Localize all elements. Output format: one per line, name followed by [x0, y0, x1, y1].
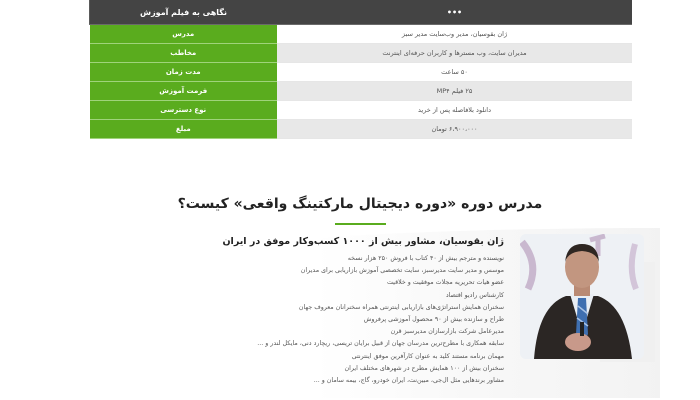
table-cell-label: نوع دسترسی [90, 101, 278, 120]
table-row-price [90, 120, 633, 139]
bio-item: مهمان برنامه مستند کلید به عنوان کارآفرین موفق اینترنتی [351, 352, 504, 360]
table-cell-label: مخاطب [90, 44, 278, 63]
bio-item: طراح و سازنده بیش از ۹۰ محصول آموزشی پرفروش [363, 316, 504, 324]
table-cell-value: مدیران سایت، وب مسترها و کاربران حرفه‌ای اینترنت [277, 44, 632, 63]
table-header-row [90, 0, 633, 25]
table-cell-label: مدت زمان [90, 63, 278, 82]
table-cell-label: مبلغ [90, 120, 278, 139]
bio-item: مدیرعامل شرکت بازارسازان مدیرسبز قرن [390, 328, 504, 336]
table-cell-value: ۲۵ فیلم MP۴ [277, 82, 632, 101]
bio-item: سخنران همایش استراتژی‌های بازاریابی اینترنتی همراه سخنرانان معروف جهان [298, 303, 504, 311]
table-cell-value: ۶،۹۰۰،۰۰۰ تومان [277, 120, 632, 139]
section-title: مدرس دوره «دوره دیجیتال مارکتینگ واقعی» کیست؟ [177, 196, 543, 212]
table-cell-label: مدرس [90, 25, 278, 44]
table-cell-value: ژان بقوسیان، مدیر وب‌سایت مدیر سبز [277, 25, 632, 44]
instructor-name-heading: ژان بقوسیان، مشاور بیش از ۱۰۰۰ کسب‌وکار موفق در ایران [222, 236, 504, 247]
person-photo-icon [520, 234, 644, 359]
bio-item: کارشناس رادیو اقتصاد [445, 291, 504, 299]
table-header-value: ••• [277, 0, 632, 25]
table-cell-label: فرمت آموزش [90, 82, 278, 101]
instructor-photo [520, 234, 644, 359]
bio-item: سخنران بیش از ۱۰۰ همایش مطرح در شهرهای مختلف ایران [344, 364, 504, 372]
bio-item: سابقه همکاری با مطرح‌ترین مدرسان جهان از قبیل برایان تریسی، ریچارد دنی، مایکل لندر و ... [257, 340, 504, 348]
bio-item: مشاور برندهایی مثل ال‌جی، مبین‌نت، ایران خودرو، گاج، بیمه سامان و ... [313, 377, 504, 385]
title-underline-divider [335, 223, 386, 225]
instructor-bio [184, 235, 504, 387]
table-row-duration [90, 63, 633, 82]
table-cell-value: دانلود بلافاصله پس از خرید [277, 101, 632, 120]
bio-item: نویسنده و مترجم بیش از ۴۰ کتاب با فروش ۲۵۰ هزار نسخه [347, 255, 504, 262]
course-info-table [89, 0, 632, 139]
table-row-access [90, 101, 633, 120]
table-row-audience [90, 44, 633, 63]
bio-list [184, 253, 504, 387]
table-header-label: نگاهی به فیلم آموزش [90, 0, 278, 25]
bio-item: عضو هیات تحریریه مجلات موفقیت و خلاقیت [386, 279, 504, 287]
table-cell-value: ۵۰ ساعت [277, 63, 632, 82]
table-row-format [90, 82, 633, 101]
bio-item: موسس و مدیر سایت مدیرسبز، سایت تخصصی آموزش بازاریابی برای مدیران [300, 267, 504, 275]
table-row-instructor [90, 25, 633, 44]
